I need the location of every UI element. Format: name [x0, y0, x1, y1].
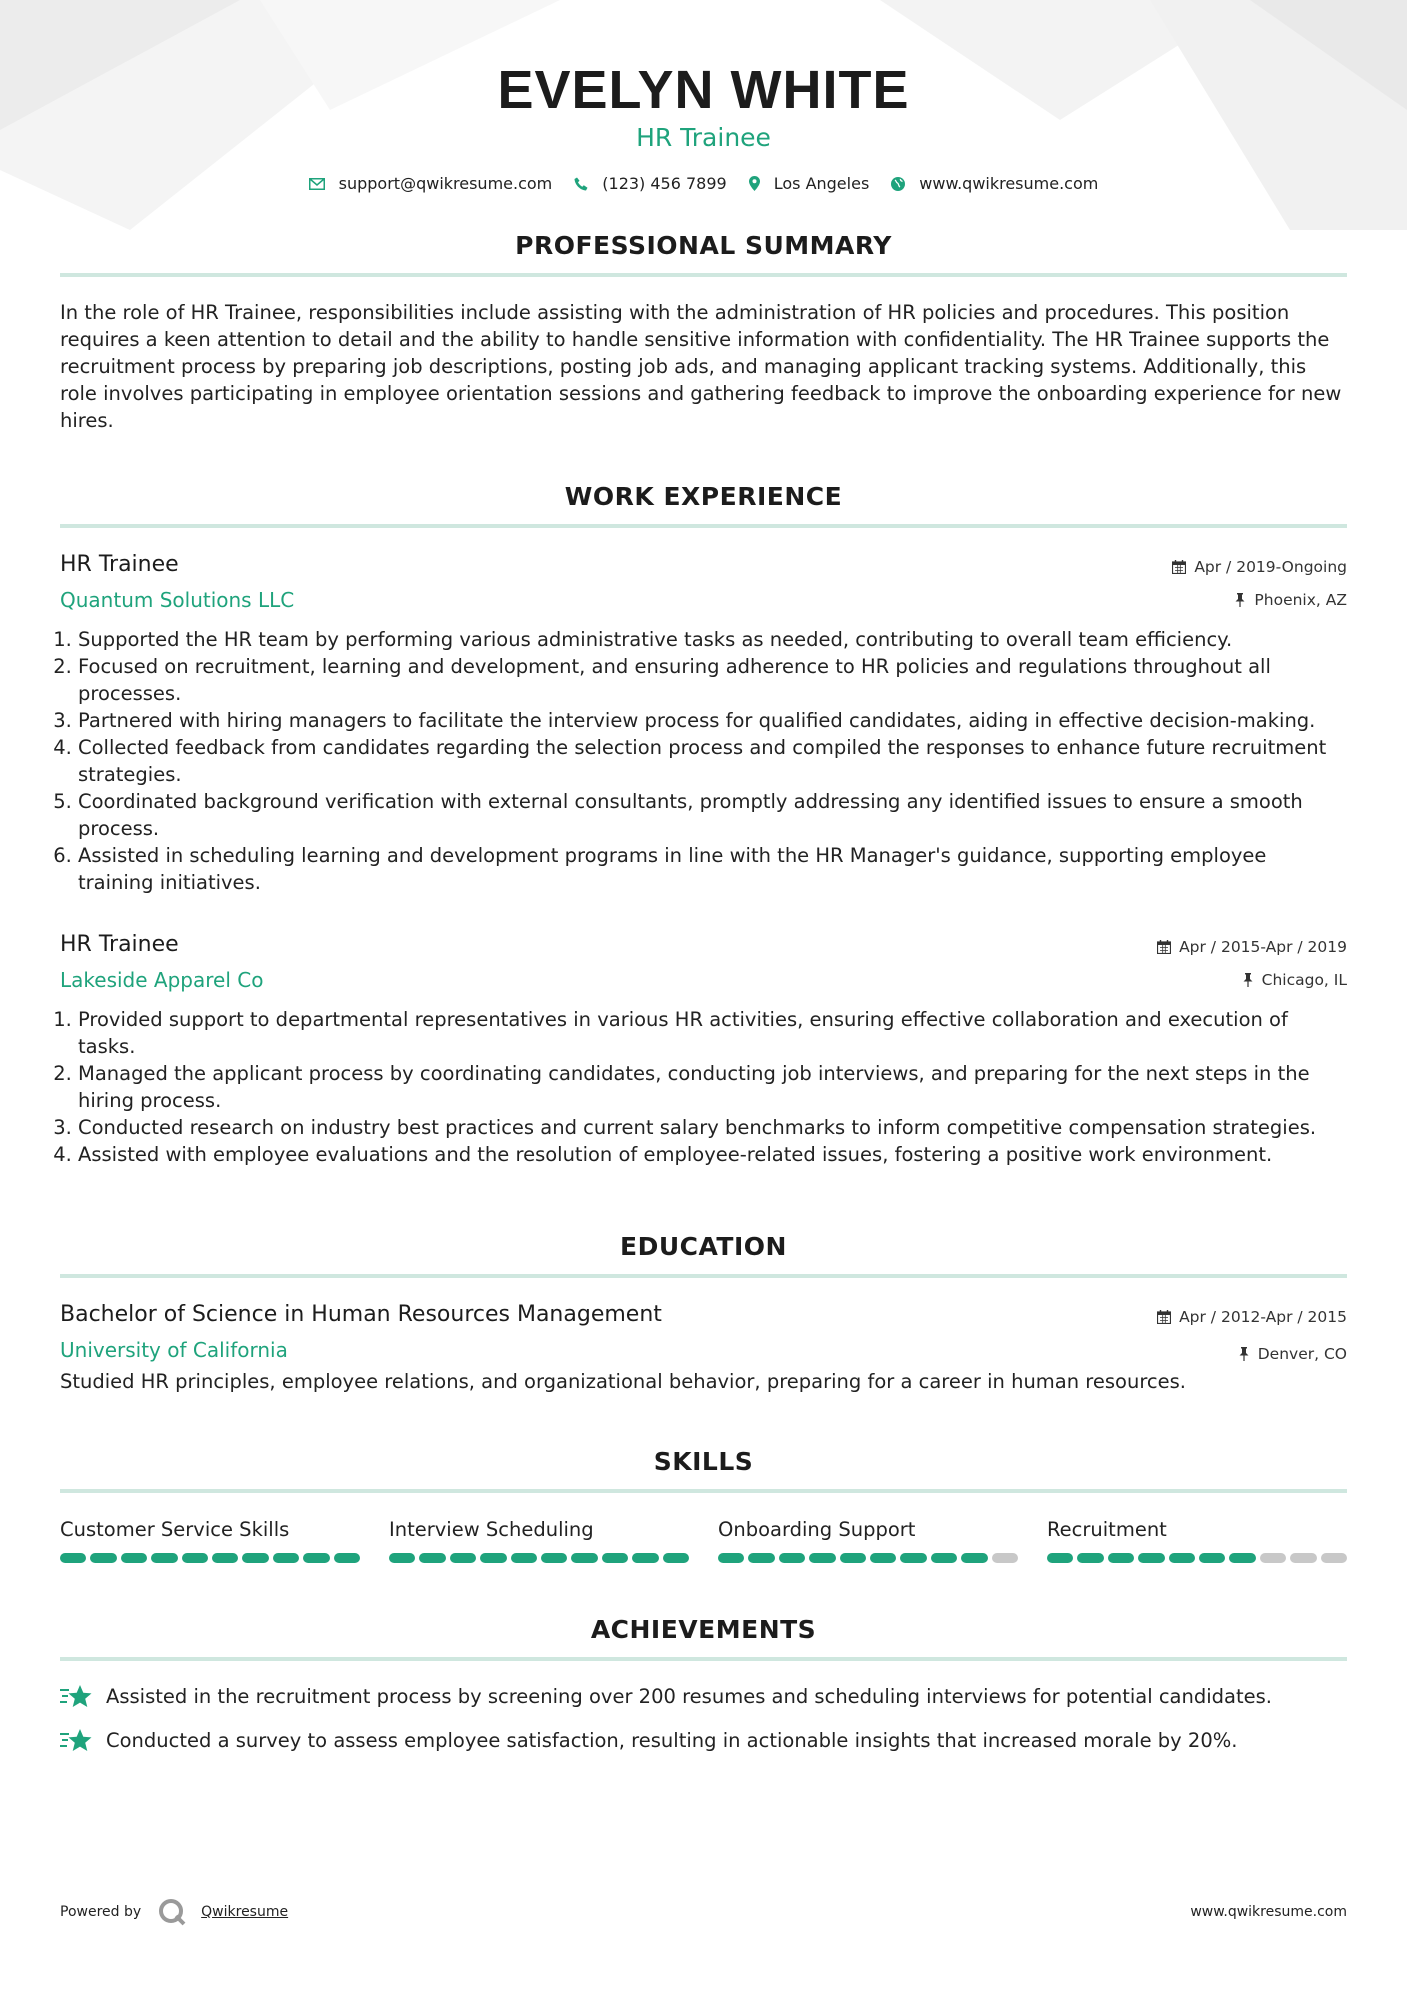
location-text: Los Angeles [773, 174, 870, 193]
section-divider [60, 1274, 1347, 1278]
skill-level-dot-filled [1077, 1553, 1103, 1563]
skills-section [60, 1445, 1347, 1563]
skill-name: Onboarding Support [718, 1518, 916, 1541]
star-icon [60, 1684, 94, 1710]
achievements-section [60, 1613, 1347, 1754]
skill-level-dot-empty [992, 1553, 1018, 1563]
job-dates: Apr / 2019-Ongoing [1194, 558, 1347, 576]
list-item: 6. Assisted in scheduling learning and development programs in line with the HR Manager's guidance, supporting employee training initiatives. [78, 842, 1347, 896]
skill-level-dot-filled [961, 1553, 987, 1563]
skill-item [60, 1517, 360, 1563]
education-description: Studied HR principles, employee relations, and organizational behavior, preparing for a career in human resources. [60, 1370, 1187, 1393]
section-divider [60, 1489, 1347, 1493]
skill-level-dot-filled [571, 1553, 597, 1563]
candidate-title: HR Trainee [636, 123, 771, 152]
summary-text: In the role of HR Trainee, responsibilities include assisting with the administration of HR policies and procedures. This position requires a keen attention to detail and the ability to handle sensitive information with confidentiality. The HR Trainee supports the recruitment process by preparing job descriptions, posting job ads, and managing applicant tracking systems. Additionally, this role involves participating in employee orientation sessions and gathering feedback to improve the onboarding experience for new hires. [60, 301, 1342, 432]
skill-level-dot-filled [1199, 1553, 1225, 1563]
skill-name: Customer Service Skills [60, 1518, 290, 1541]
skill-level-dot-filled [511, 1553, 537, 1563]
website-text: www.qwikresume.com [919, 174, 1099, 193]
calendar-icon [1157, 1310, 1171, 1324]
skill-level-dot-filled [60, 1553, 86, 1563]
education-location: Denver, CO [1257, 1345, 1347, 1363]
list-item: 4. Collected feedback from candidates regarding the selection process and compiled the responses to enhance future recruitment strategies. [78, 734, 1347, 788]
skill-level-dot-empty [1321, 1553, 1347, 1563]
job-title: HR Trainee [60, 932, 179, 957]
skill-level-dot-filled [242, 1553, 268, 1563]
education-section [60, 1230, 1347, 1395]
powered-by [60, 1897, 288, 1927]
skill-level-dot-filled [748, 1553, 774, 1563]
job-dates: Apr / 2015-Apr / 2019 [1179, 938, 1347, 956]
skill-level-dot-filled [1169, 1553, 1195, 1563]
skill-level-meter [389, 1553, 689, 1563]
skill-level-dot-filled [480, 1553, 506, 1563]
skill-level-dot-filled [151, 1553, 177, 1563]
skill-level-dot-filled [121, 1553, 147, 1563]
duty-list [60, 626, 1347, 896]
skill-name: Recruitment [1047, 1518, 1167, 1541]
list-item: 5. Coordinated background verification with external consultants, promptly addressing any identified issues to ensure a smooth process. [78, 788, 1347, 842]
achievement-text: Assisted in the recruitment process by screening over 200 resumes and scheduling interviews for potential candidates. [106, 1685, 1272, 1708]
company-name: Quantum Solutions LLC [60, 588, 295, 612]
degree-title: Bachelor of Science in Human Resources Management [60, 1302, 662, 1327]
section-divider [60, 273, 1347, 277]
job-location: Phoenix, AZ [1254, 591, 1347, 609]
job-entry [60, 550, 1347, 896]
skill-level-meter [718, 1553, 1018, 1563]
skill-level-dot-filled [1108, 1553, 1134, 1563]
skill-level-dot-filled [1229, 1553, 1255, 1563]
candidate-name: EVELYN WHITE [497, 60, 910, 120]
achievement-item [60, 1727, 1347, 1754]
skill-level-dot-filled [450, 1553, 476, 1563]
skill-level-meter [60, 1553, 360, 1563]
skill-level-dot-filled [541, 1553, 567, 1563]
job-title: HR Trainee [60, 552, 179, 577]
education-heading: EDUCATION [620, 1232, 787, 1261]
skill-level-dot-filled [334, 1553, 360, 1563]
skill-level-dot-filled [809, 1553, 835, 1563]
qwikresume-logo-icon [157, 1897, 187, 1927]
list-item: 1. Provided support to departmental representatives in various HR activities, ensuring effective collaboration and execution of tasks. [78, 1006, 1347, 1060]
skill-level-dot-filled [1047, 1553, 1073, 1563]
skill-level-dot-filled [779, 1553, 805, 1563]
skill-level-meter [1047, 1553, 1347, 1563]
experience-section [60, 480, 1347, 1168]
education-dates: Apr / 2012-Apr / 2015 [1179, 1308, 1347, 1326]
calendar-icon [1157, 940, 1171, 954]
company-name: Lakeside Apparel Co [60, 968, 264, 992]
contact-location [749, 174, 870, 193]
phone-text: (123) 456 7899 [602, 174, 727, 193]
skill-level-dot-filled [389, 1553, 415, 1563]
skills-heading: SKILLS [653, 1447, 754, 1476]
achievement-text: Conducted a survey to assess employee satisfaction, resulting in actionable insights that increased morale by 20%. [106, 1729, 1238, 1752]
skill-level-dot-filled [303, 1553, 329, 1563]
skill-level-dot-filled [182, 1553, 208, 1563]
contact-phone[interactable] [574, 174, 726, 193]
list-item: 2. Focused on recruitment, learning and development, and ensuring adherence to HR policies and regulations throughout all processes. [78, 653, 1347, 707]
resume-header [60, 0, 1347, 193]
map-pin-icon [749, 176, 760, 191]
summary-heading: PROFESSIONAL SUMMARY [515, 231, 892, 260]
skill-level-dot-filled [1138, 1553, 1164, 1563]
skill-level-dot-filled [900, 1553, 926, 1563]
skill-level-dot-filled [273, 1553, 299, 1563]
skill-level-dot-filled [632, 1553, 658, 1563]
school-name: University of California [60, 1338, 288, 1362]
skill-level-dot-filled [602, 1553, 628, 1563]
experience-heading: WORK EXPERIENCE [564, 482, 843, 511]
list-item: 1. Supported the HR team by performing various administrative tasks as needed, contributing to overall team efficiency. [78, 626, 1347, 653]
skill-level-dot-filled [663, 1553, 689, 1563]
section-divider [60, 1657, 1347, 1661]
skill-level-dot-filled [90, 1553, 116, 1563]
skill-level-dot-filled [212, 1553, 238, 1563]
achievements-heading: ACHIEVEMENTS [590, 1615, 817, 1644]
list-item: 4. Assisted with employee evaluations and the resolution of employee-related issues, fostering a positive work environment. [78, 1141, 1347, 1168]
powered-by-label: Powered by [60, 1904, 142, 1920]
skill-level-dot-filled [718, 1553, 744, 1563]
pushpin-icon [1234, 593, 1246, 607]
contact-website[interactable] [891, 174, 1098, 193]
achievement-item [60, 1683, 1347, 1710]
email-text: support@qwikresume.com [338, 174, 553, 193]
section-divider [60, 524, 1347, 528]
list-item: 3. Partnered with hiring managers to facilitate the interview process for qualified candidates, aiding in effective decision-making. [78, 707, 1347, 734]
envelope-icon [309, 178, 325, 190]
skill-level-dot-filled [931, 1553, 957, 1563]
skill-item [389, 1517, 689, 1563]
job-entry [60, 930, 1347, 1168]
page-footer [60, 1897, 1347, 1927]
pushpin-icon [1238, 1347, 1250, 1361]
calendar-icon [1172, 560, 1186, 574]
job-location: Chicago, IL [1261, 971, 1347, 989]
skill-level-dot-filled [870, 1553, 896, 1563]
skill-level-dot-filled [419, 1553, 445, 1563]
skill-item [1047, 1517, 1347, 1563]
footer-website[interactable]: www.qwikresume.com [1190, 1904, 1347, 1920]
skill-name: Interview Scheduling [389, 1518, 594, 1541]
globe-icon [891, 177, 905, 191]
skill-level-dot-empty [1260, 1553, 1286, 1563]
list-item: 2. Managed the applicant process by coordinating candidates, conducting job interviews, and preparing for the next steps in the hiring process. [78, 1060, 1347, 1114]
star-icon [60, 1728, 94, 1754]
contact-bar [60, 174, 1347, 193]
skill-level-dot-filled [840, 1553, 866, 1563]
duty-list [60, 1006, 1347, 1168]
pushpin-icon [1242, 973, 1254, 987]
summary-section [60, 229, 1347, 434]
skills-row [60, 1517, 1347, 1563]
list-item: 3. Conducted research on industry best practices and current salary benchmarks to inform competitive compensation strategies. [78, 1114, 1347, 1141]
brand-link[interactable]: Qwikresume [201, 1904, 289, 1920]
skill-item [718, 1517, 1018, 1563]
phone-icon [574, 177, 588, 191]
skill-level-dot-empty [1290, 1553, 1316, 1563]
contact-email[interactable] [309, 174, 553, 193]
